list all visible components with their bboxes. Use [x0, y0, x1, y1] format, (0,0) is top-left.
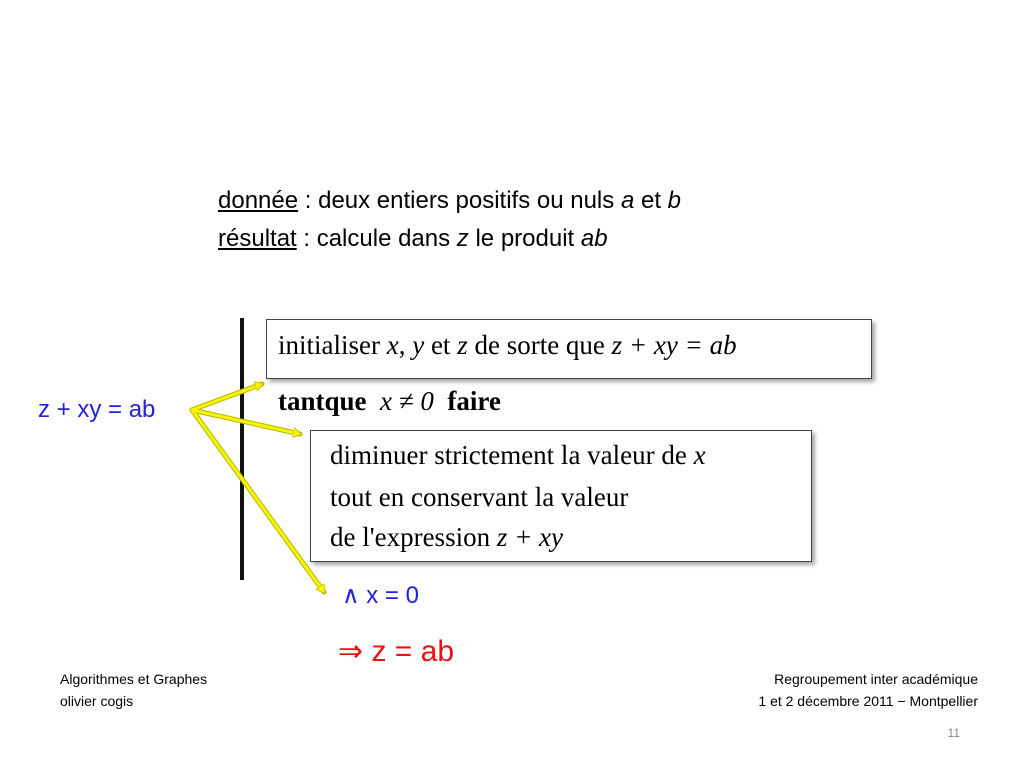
body-line3-text: de l'expression	[330, 522, 497, 552]
donnee-label: donnée	[218, 187, 299, 214]
resultat-mid: le produit	[468, 225, 581, 252]
footer-right	[758, 668, 978, 712]
loop-bar	[240, 318, 244, 580]
footer-event: Regroupement inter académique	[774, 671, 978, 687]
loop-body	[330, 434, 706, 557]
footer-left	[60, 668, 207, 712]
body-line-2: tout en conservant la valeur	[330, 482, 629, 512]
resultat-line	[218, 220, 681, 258]
body-line-3	[330, 517, 706, 557]
arrow-to-exit	[192, 410, 324, 592]
resultat-z: z	[456, 225, 469, 252]
donnee-line	[218, 182, 681, 220]
footer-author: olivier cogis	[60, 693, 134, 709]
init-z: z	[457, 330, 468, 360]
body-line3-expr: z + xy	[496, 522, 564, 552]
init-statement	[278, 326, 737, 364]
tantque-keyword: tantque	[278, 386, 367, 416]
invariant-label: z + xy = ab	[38, 396, 156, 423]
faire-keyword: faire	[447, 386, 501, 416]
body-line-1	[330, 434, 706, 477]
footer-date: 1 et 2 décembre 2011 − Montpellier	[758, 693, 978, 709]
page-number: 11	[947, 726, 960, 740]
init-rest: de sorte que	[467, 330, 612, 360]
resultat-text: : calcule dans	[296, 225, 457, 252]
resultat-ab: ab	[580, 225, 608, 252]
donnee-b: b	[667, 187, 682, 214]
exit-condition-label: ∧ x = 0	[342, 582, 419, 609]
body-line1-x: x	[693, 440, 706, 470]
resultat-label: résultat	[218, 225, 297, 252]
specification	[218, 182, 681, 258]
init-comma: ,	[398, 330, 413, 360]
body-line1-text: diminuer strictement la valeur de	[330, 440, 694, 470]
init-et: et	[424, 330, 458, 360]
donnee-et: et	[634, 187, 668, 214]
donnee-text: : deux entiers positifs ou nuls	[298, 187, 621, 214]
init-y: y	[412, 330, 425, 360]
tantque-line	[278, 383, 501, 419]
init-expr: z + xy = ab	[611, 330, 737, 360]
init-x: x	[386, 330, 399, 360]
init-word: initialiser	[278, 330, 387, 360]
donnee-a: a	[620, 187, 635, 214]
arrow-to-init	[192, 384, 262, 410]
result-label: ⇒ z = ab	[338, 635, 455, 668]
tantque-condition: x ≠ 0	[380, 386, 434, 416]
footer-course: Algorithmes et Graphes	[60, 671, 208, 687]
